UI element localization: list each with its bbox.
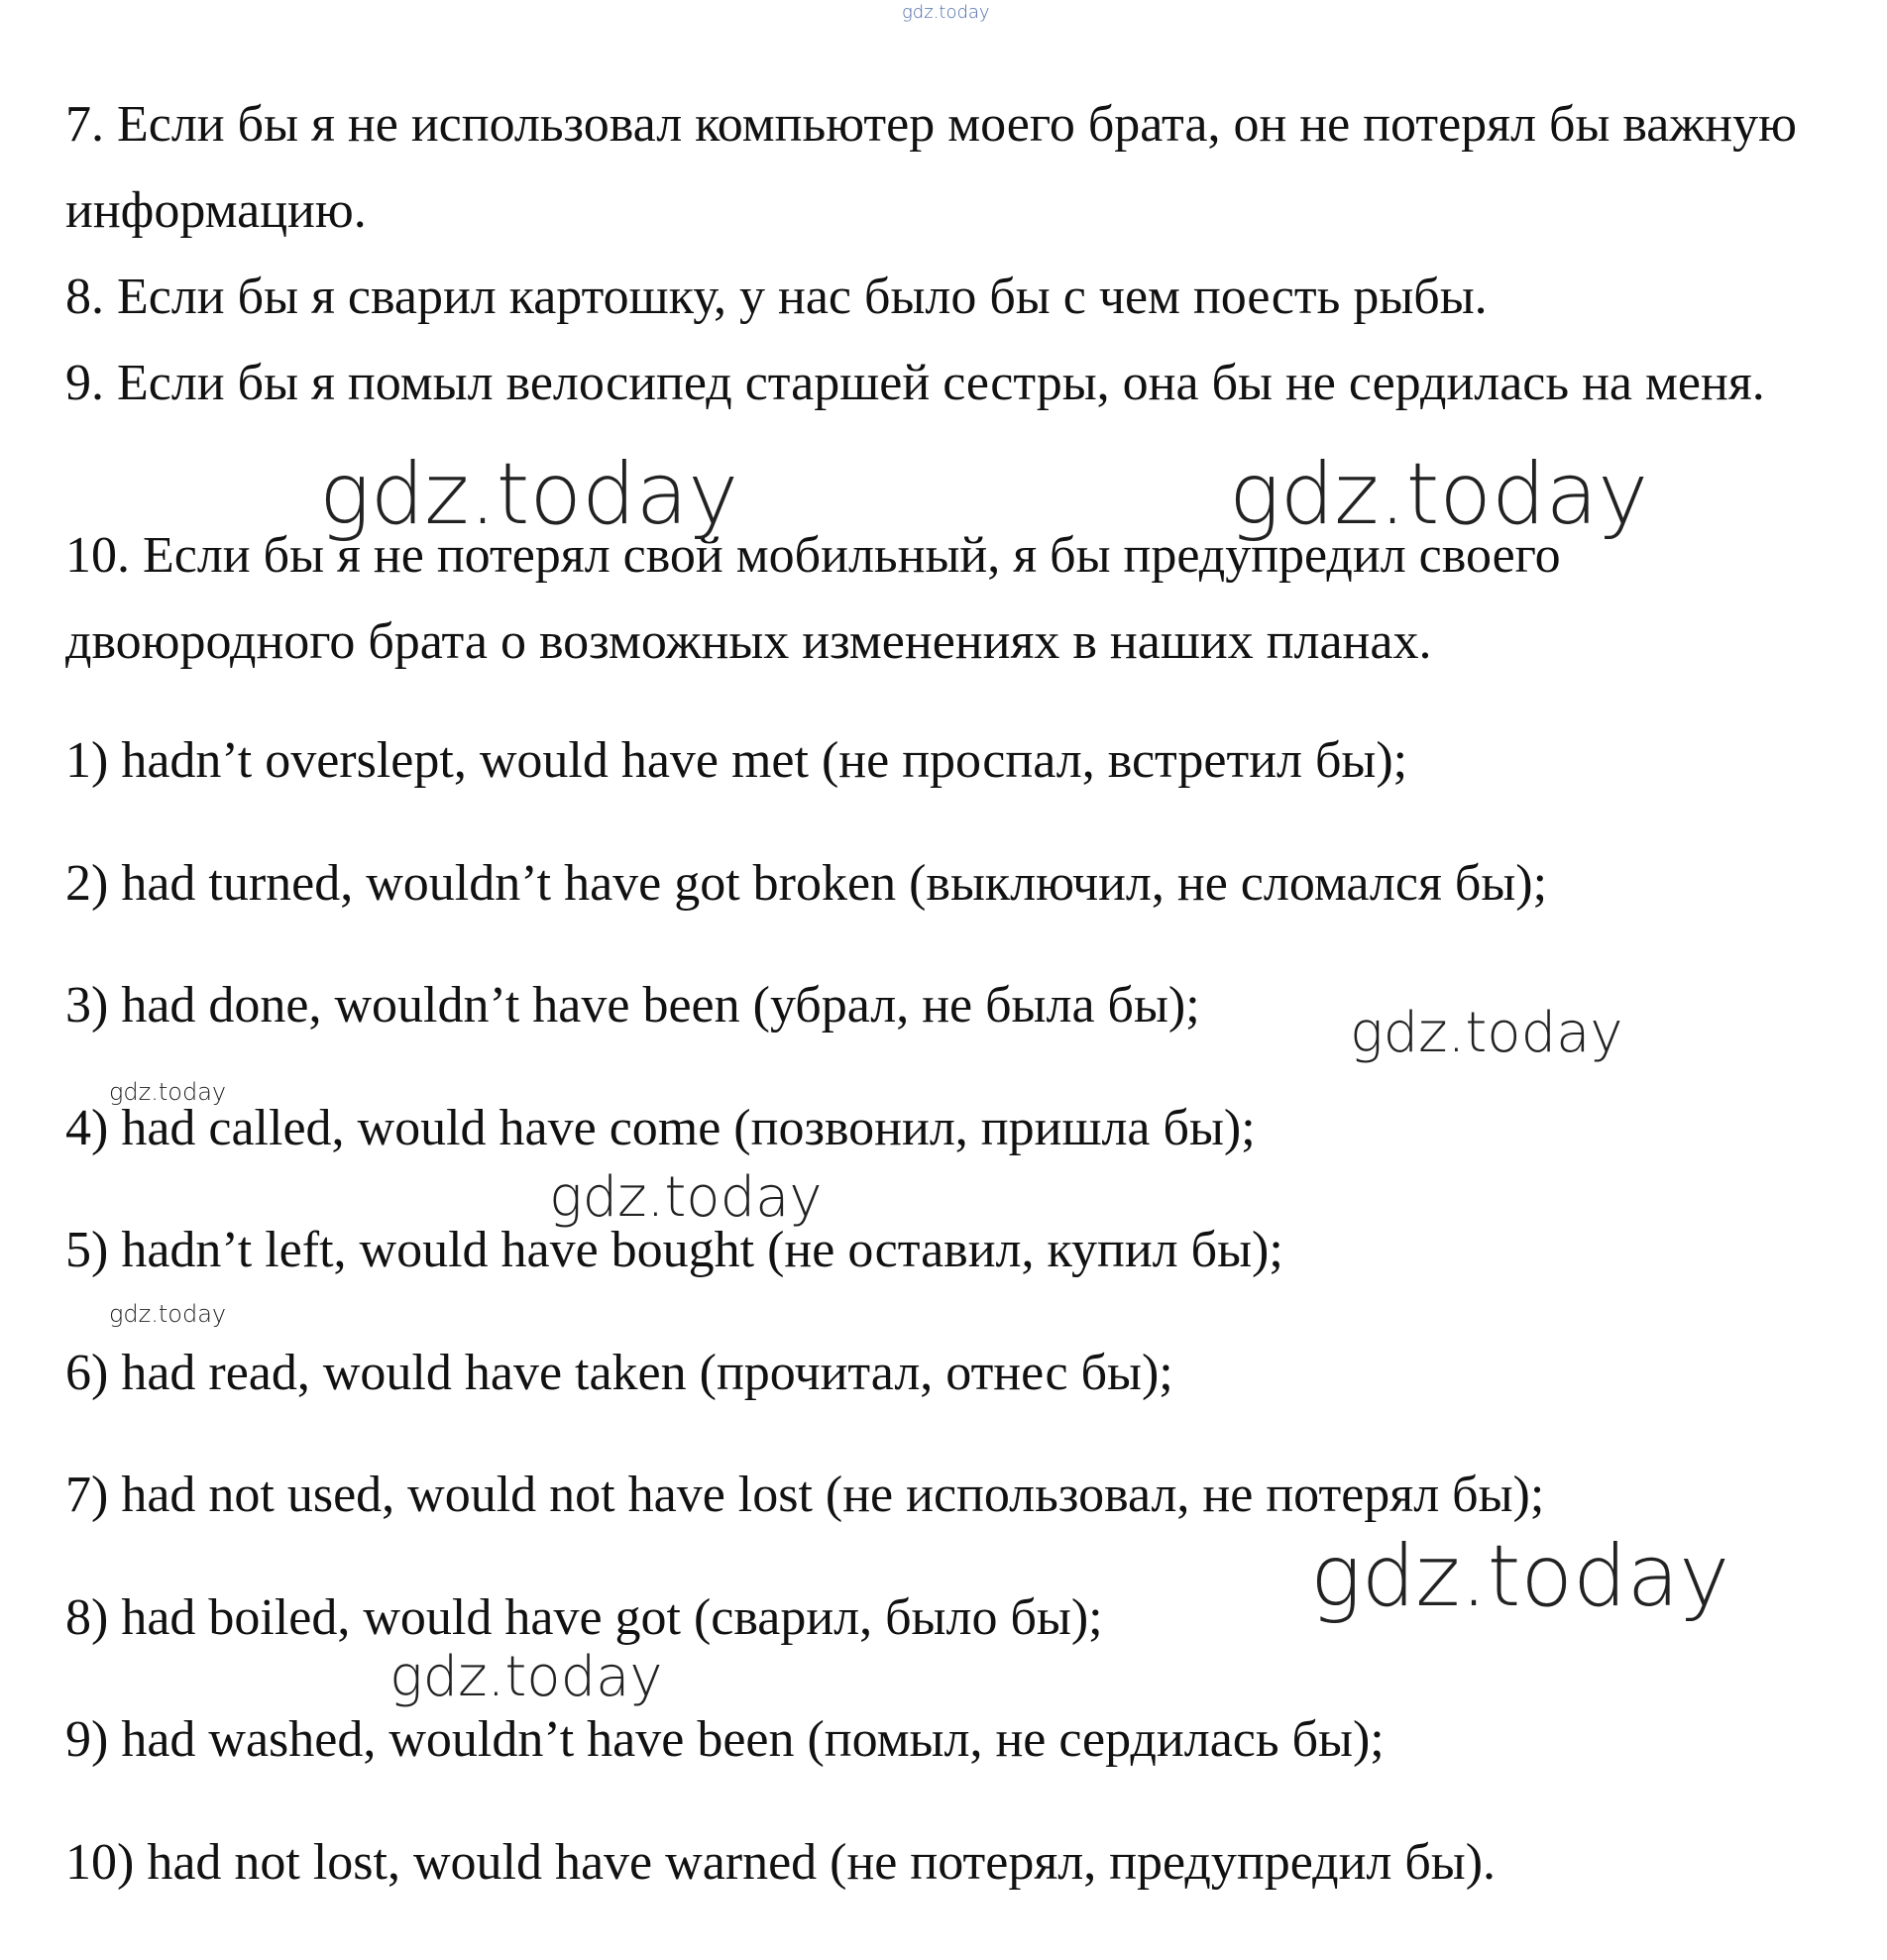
translation-9: 9. Если бы я помыл велосипед старшей сестры, она бы не сердилась на меня. [65, 355, 1765, 411]
answer-4: 4) had called, would have come (позвонил, пришла бы); [65, 1100, 1256, 1156]
answer-2: 2) had turned, wouldn’t have got broken (выключил, не сломался бы); [65, 855, 1548, 912]
watermark: gdz.today [1350, 1001, 1623, 1065]
watermark: gdz.today [389, 1645, 663, 1709]
watermark: gdz.today [109, 1078, 227, 1106]
watermark: gdz.today [1310, 1527, 1730, 1626]
answer-8: 8) had boiled, would have got (сварил, было бы); [65, 1589, 1103, 1646]
answer-5: 5) hadn’t left, would have bought (не оставил, купил бы); [65, 1222, 1283, 1278]
translation-10: 10. Если бы я не потерял свой мобильный, я бы предупредил своего двоюродного брата о возможных изменениях в наших планах. [65, 527, 1561, 670]
header-watermark: gdz.today [902, 2, 990, 23]
translation-7: 7. Если бы я не использовал компьютер моего брата, он не потерял бы важную информацию. [65, 96, 1797, 239]
watermark: gdz.today [319, 445, 739, 544]
answer-6: 6) had read, would have taken (прочитал, отнес бы); [65, 1345, 1173, 1401]
watermark: gdz.today [1229, 445, 1649, 544]
translation-8: 8. Если бы я сварил картошку, у нас было бы с чем поесть рыбы. [65, 269, 1488, 325]
watermark: gdz.today [549, 1165, 823, 1230]
answer-9: 9) had washed, wouldn’t have been (помыл, не сердилась бы); [65, 1711, 1385, 1768]
watermark: gdz.today [109, 1300, 227, 1328]
answer-10: 10) had not lost, would have warned (не потерял, предупредил бы). [65, 1834, 1497, 1891]
answer-7: 7) had not used, would not have lost (не использовал, не потерял бы); [65, 1467, 1545, 1523]
answer-3: 3) had done, wouldn’t have been (убрал, не была бы); [65, 977, 1200, 1034]
answer-1: 1) hadn’t overslept, would have met (не проспал, встретил бы); [65, 732, 1408, 789]
